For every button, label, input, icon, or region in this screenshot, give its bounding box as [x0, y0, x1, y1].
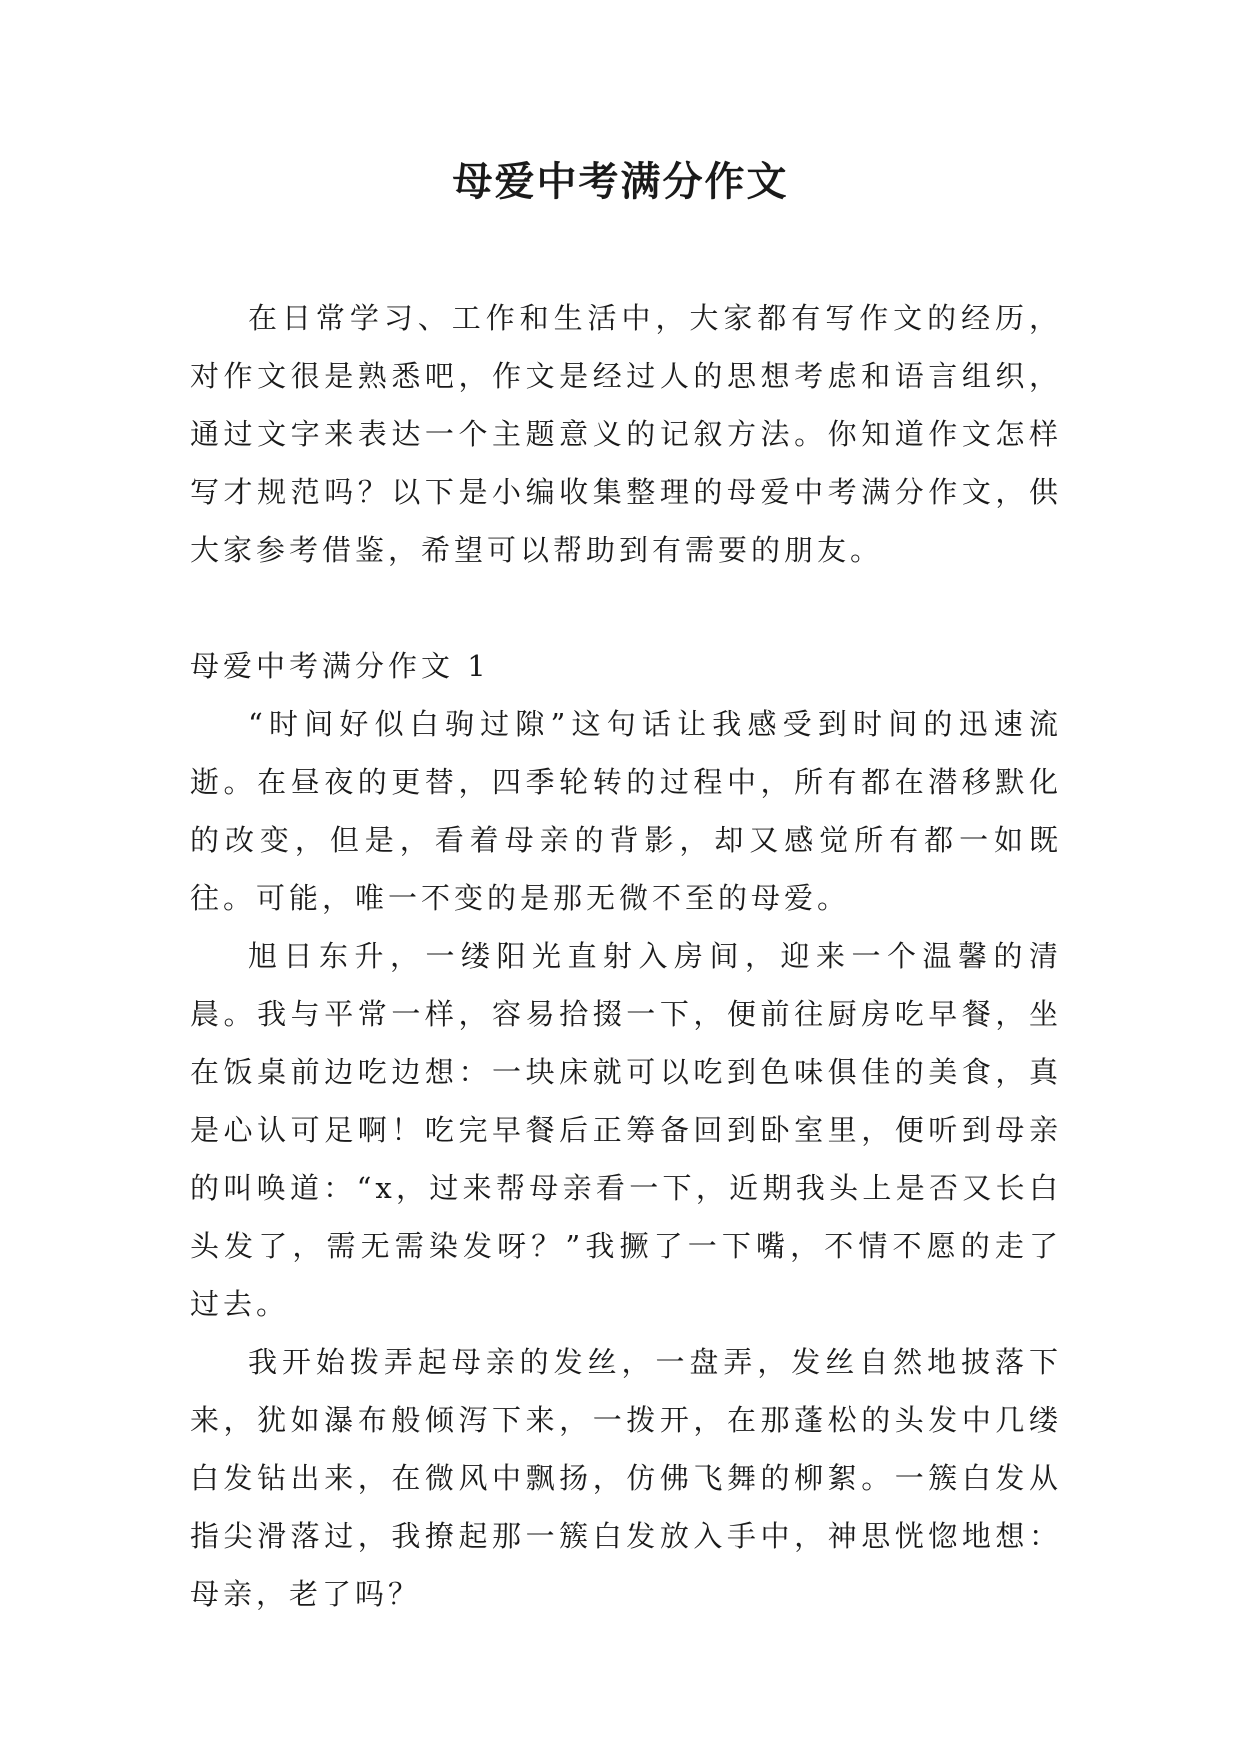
- document-body: [190, 289, 1062, 1623]
- body-paragraph: “时间好似白驹过隙”这句话让我感受到时间的迅速流逝。在昼夜的更替，四季轮转的过程中，所有都在潜移默化的改变，但是，看着母亲的背影，却又感觉所有都一如既往。可能，唯一不变的是那无微不至的母爱。: [190, 707, 1062, 915]
- document-title: 母爱中考满分作文: [452, 158, 789, 205]
- intro-paragraph: 在日常学习、工作和生活中，大家都有写作文的经历，对作文很是熟悉吧，作文是经过人的思想考虑和语言组织，通过文字来表达一个主题意义的记叙方法。你知道作文怎样写才规范吗？以下是小编收集整理的母爱中考满分作文，供大家参考借鉴，希望可以帮助到有需要的朋友。: [190, 301, 1062, 567]
- body-paragraph: 我开始拨弄起母亲的发丝，一盘弄，发丝自然地披落下来，犹如瀑布般倾泻下来，一拨开，在那蓬松的头发中几缕白发钻出来，在微风中飘扬，仿佛飞舞的柳絮。一簇白发从指尖滑落过，我撩起那一簇白发放入手中，神思恍惚地想：母亲，老了吗？: [190, 1345, 1062, 1611]
- section-heading: 母爱中考满分作文 1: [190, 649, 490, 683]
- body-paragraph: 旭日东升，一缕阳光直射入房间，迎来一个温馨的清晨。我与平常一样，容易拾掇一下，便前往厨房吃早餐，坐在饭桌前边吃边想：一块床就可以吃到色味俱佳的美食，真是心认可足啊！吃完早餐后正筹备回到卧室里，便听到母亲的叫唤道：“x，过来帮母亲看一下，近期我头上是否又长白头发了，需无需染发呀？”我撅了一下嘴，不情不愿的走了过去。: [190, 939, 1062, 1321]
